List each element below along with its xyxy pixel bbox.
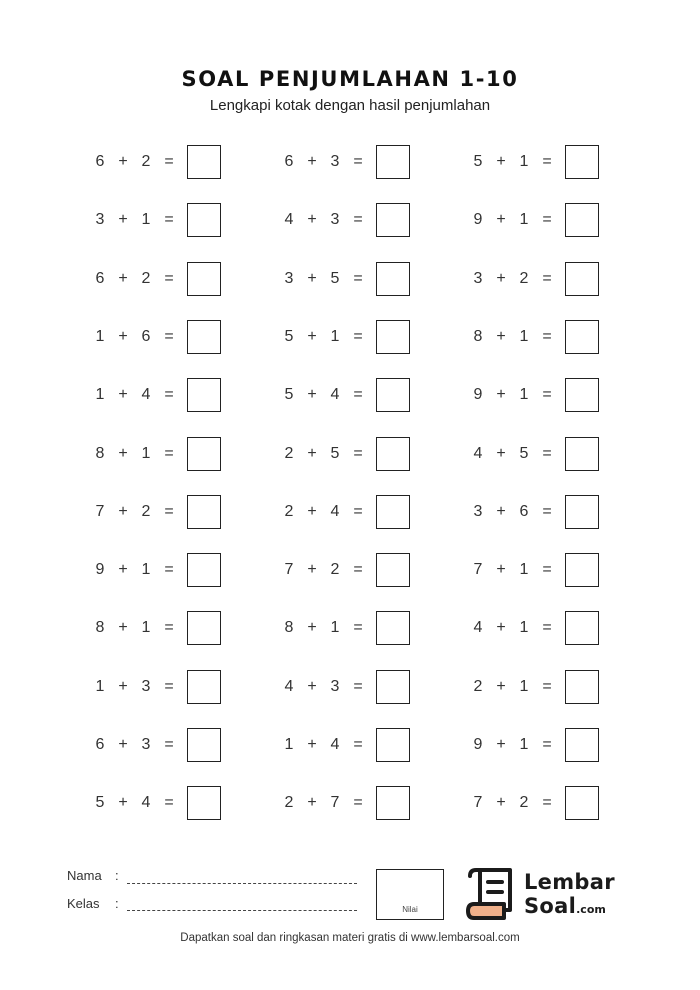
first-operand: 9 [473, 211, 483, 228]
addition-problem [471, 670, 601, 704]
first-operand: 5 [95, 794, 105, 811]
equals-sign: = [542, 561, 552, 578]
equals-sign: = [164, 503, 174, 520]
second-operand: 2 [141, 503, 151, 520]
second-operand: 5 [519, 445, 529, 462]
problem-row [0, 611, 700, 645]
worksheet-title: SOAL PENJUMLAHAN 1-10 [181, 67, 519, 91]
second-operand: 1 [519, 153, 529, 170]
problem-row [0, 262, 700, 296]
second-operand: 2 [330, 561, 340, 578]
answer-box[interactable] [187, 786, 221, 820]
second-operand: 4 [141, 386, 151, 403]
addition-problem [471, 553, 601, 587]
answer-box[interactable] [565, 495, 599, 529]
answer-box[interactable] [565, 145, 599, 179]
equals-sign: = [353, 503, 363, 520]
first-operand: 4 [284, 678, 294, 695]
addition-problem [93, 495, 223, 529]
addition-problem [471, 786, 601, 820]
answer-box[interactable] [376, 553, 410, 587]
first-operand: 5 [284, 386, 294, 403]
equals-sign: = [164, 386, 174, 403]
answer-box[interactable] [376, 203, 410, 237]
addition-problem [93, 262, 223, 296]
second-operand: 5 [330, 270, 340, 287]
answer-box[interactable] [376, 670, 410, 704]
addition-problem [282, 437, 412, 471]
problem-row [0, 145, 700, 179]
answer-box[interactable] [565, 728, 599, 762]
second-operand: 1 [519, 386, 529, 403]
equals-sign: = [542, 736, 552, 753]
equals-sign: = [542, 503, 552, 520]
first-operand: 7 [473, 561, 483, 578]
equals-sign: = [353, 211, 363, 228]
second-operand: 3 [141, 678, 151, 695]
answer-box[interactable] [187, 203, 221, 237]
equals-sign: = [164, 211, 174, 228]
equals-sign: = [542, 794, 552, 811]
second-operand: 1 [519, 211, 529, 228]
equals-sign: = [542, 270, 552, 287]
addition-problem [471, 145, 601, 179]
first-operand: 3 [473, 270, 483, 287]
nilai-box[interactable] [376, 869, 444, 920]
addition-problem [282, 145, 412, 179]
second-operand: 6 [519, 503, 529, 520]
answer-box[interactable] [376, 495, 410, 529]
plus-sign: + [118, 445, 128, 462]
answer-box[interactable] [565, 611, 599, 645]
addition-problem [282, 378, 412, 412]
second-operand: 3 [141, 736, 151, 753]
addition-problem [93, 786, 223, 820]
answer-box[interactable] [565, 786, 599, 820]
second-operand: 3 [330, 678, 340, 695]
plus-sign: + [496, 328, 506, 345]
equals-sign: = [542, 619, 552, 636]
logo-suffix: .com [576, 903, 606, 916]
nama-label: Nama [67, 868, 102, 883]
equals-sign: = [542, 153, 552, 170]
answer-box[interactable] [187, 495, 221, 529]
second-operand: 1 [141, 211, 151, 228]
addition-problem [282, 786, 412, 820]
second-operand: 1 [519, 736, 529, 753]
addition-problem [93, 728, 223, 762]
answer-box[interactable] [187, 670, 221, 704]
addition-problem [471, 495, 601, 529]
second-operand: 5 [330, 445, 340, 462]
plus-sign: + [118, 270, 128, 287]
second-operand: 1 [330, 328, 340, 345]
plus-sign: + [496, 561, 506, 578]
plus-sign: + [496, 386, 506, 403]
equals-sign: = [164, 619, 174, 636]
second-operand: 1 [519, 678, 529, 695]
nama-line[interactable] [127, 883, 357, 884]
addition-problem [93, 145, 223, 179]
equals-sign: = [353, 270, 363, 287]
addition-problem [471, 437, 601, 471]
first-operand: 9 [473, 736, 483, 753]
answer-box[interactable] [376, 378, 410, 412]
plus-sign: + [307, 736, 317, 753]
equals-sign: = [353, 619, 363, 636]
plus-sign: + [307, 211, 317, 228]
plus-sign: + [496, 445, 506, 462]
answer-box[interactable] [376, 145, 410, 179]
first-operand: 6 [284, 153, 294, 170]
plus-sign: + [307, 153, 317, 170]
first-operand: 2 [284, 794, 294, 811]
first-operand: 4 [284, 211, 294, 228]
addition-problem [93, 320, 223, 354]
first-operand: 1 [95, 328, 105, 345]
second-operand: 2 [519, 270, 529, 287]
nama-colon: : [115, 868, 119, 883]
addition-problem [93, 378, 223, 412]
problem-row [0, 670, 700, 704]
plus-sign: + [118, 561, 128, 578]
first-operand: 8 [284, 619, 294, 636]
first-operand: 7 [284, 561, 294, 578]
first-operand: 3 [284, 270, 294, 287]
first-operand: 4 [473, 445, 483, 462]
footer-note: Dapatkan soal dan ringkasan materi gratis di www.lembarsoal.com [180, 932, 520, 944]
answer-box[interactable] [565, 437, 599, 471]
first-operand: 5 [473, 153, 483, 170]
plus-sign: + [118, 386, 128, 403]
first-operand: 3 [473, 503, 483, 520]
equals-sign: = [353, 153, 363, 170]
answer-box[interactable] [187, 553, 221, 587]
answer-box[interactable] [376, 262, 410, 296]
answer-box[interactable] [565, 262, 599, 296]
second-operand: 3 [330, 211, 340, 228]
addition-problem [93, 611, 223, 645]
first-operand: 7 [473, 794, 483, 811]
equals-sign: = [353, 328, 363, 345]
answer-box[interactable] [376, 611, 410, 645]
addition-problem [471, 320, 601, 354]
addition-problem [471, 728, 601, 762]
second-operand: 1 [519, 619, 529, 636]
logo-line1: Lembar [524, 870, 615, 894]
plus-sign: + [496, 619, 506, 636]
answer-box[interactable] [187, 378, 221, 412]
logo-line2-wrap [524, 894, 606, 918]
problem-row [0, 378, 700, 412]
kelas-line[interactable] [127, 910, 357, 911]
equals-sign: = [164, 328, 174, 345]
equals-sign: = [353, 445, 363, 462]
addition-problem [471, 262, 601, 296]
answer-box[interactable] [565, 553, 599, 587]
addition-problem [282, 611, 412, 645]
plus-sign: + [118, 153, 128, 170]
plus-sign: + [496, 736, 506, 753]
first-operand: 3 [95, 211, 105, 228]
second-operand: 7 [330, 794, 340, 811]
plus-sign: + [496, 678, 506, 695]
plus-sign: + [118, 619, 128, 636]
answer-box[interactable] [187, 145, 221, 179]
equals-sign: = [353, 561, 363, 578]
addition-problem [282, 203, 412, 237]
second-operand: 3 [330, 153, 340, 170]
first-operand: 4 [473, 619, 483, 636]
second-operand: 4 [330, 736, 340, 753]
nilai-label: Nilai [402, 905, 418, 914]
addition-problem [282, 320, 412, 354]
plus-sign: + [496, 153, 506, 170]
second-operand: 2 [141, 270, 151, 287]
second-operand: 4 [141, 794, 151, 811]
logo-line2: Soal [524, 894, 577, 918]
plus-sign: + [307, 619, 317, 636]
plus-sign: + [307, 561, 317, 578]
answer-box[interactable] [565, 670, 599, 704]
equals-sign: = [353, 794, 363, 811]
first-operand: 5 [284, 328, 294, 345]
lembarsoal-logo [466, 866, 626, 924]
answer-box[interactable] [376, 786, 410, 820]
second-operand: 4 [330, 386, 340, 403]
document-scroll-icon [466, 866, 518, 924]
addition-problem [93, 437, 223, 471]
equals-sign: = [353, 736, 363, 753]
addition-problem [471, 203, 601, 237]
equals-sign: = [542, 386, 552, 403]
equals-sign: = [164, 270, 174, 287]
first-operand: 1 [95, 386, 105, 403]
equals-sign: = [164, 736, 174, 753]
plus-sign: + [307, 503, 317, 520]
addition-problem [282, 262, 412, 296]
addition-problem [282, 728, 412, 762]
addition-problem [282, 670, 412, 704]
answer-box[interactable] [187, 728, 221, 762]
problem-row [0, 203, 700, 237]
plus-sign: + [118, 794, 128, 811]
addition-problem [282, 495, 412, 529]
second-operand: 1 [141, 561, 151, 578]
equals-sign: = [164, 153, 174, 170]
equals-sign: = [164, 678, 174, 695]
problem-row [0, 553, 700, 587]
second-operand: 6 [141, 328, 151, 345]
equals-sign: = [164, 445, 174, 462]
kelas-label: Kelas [67, 896, 100, 911]
addition-problem [282, 553, 412, 587]
answer-box[interactable] [565, 203, 599, 237]
first-operand: 9 [95, 561, 105, 578]
first-operand: 2 [284, 503, 294, 520]
addition-problem [93, 553, 223, 587]
first-operand: 2 [473, 678, 483, 695]
answer-box[interactable] [376, 728, 410, 762]
answer-box[interactable] [187, 262, 221, 296]
answer-box[interactable] [376, 437, 410, 471]
second-operand: 2 [519, 794, 529, 811]
second-operand: 2 [141, 153, 151, 170]
first-operand: 6 [95, 736, 105, 753]
plus-sign: + [307, 386, 317, 403]
problem-row [0, 437, 700, 471]
first-operand: 7 [95, 503, 105, 520]
second-operand: 1 [141, 619, 151, 636]
equals-sign: = [164, 561, 174, 578]
equals-sign: = [353, 678, 363, 695]
plus-sign: + [118, 503, 128, 520]
first-operand: 9 [473, 386, 483, 403]
equals-sign: = [542, 678, 552, 695]
plus-sign: + [307, 328, 317, 345]
plus-sign: + [307, 445, 317, 462]
plus-sign: + [496, 503, 506, 520]
problem-row [0, 495, 700, 529]
second-operand: 1 [519, 328, 529, 345]
answer-box[interactable] [187, 437, 221, 471]
first-operand: 6 [95, 270, 105, 287]
problem-row [0, 728, 700, 762]
addition-problem [93, 670, 223, 704]
plus-sign: + [496, 270, 506, 287]
addition-problem [471, 611, 601, 645]
plus-sign: + [118, 678, 128, 695]
problem-row [0, 320, 700, 354]
equals-sign: = [353, 386, 363, 403]
first-operand: 8 [473, 328, 483, 345]
plus-sign: + [307, 794, 317, 811]
answer-box[interactable] [565, 320, 599, 354]
plus-sign: + [118, 736, 128, 753]
equals-sign: = [542, 211, 552, 228]
worksheet-subtitle: Lengkapi kotak dengan hasil penjumlahan [209, 97, 491, 114]
second-operand: 1 [519, 561, 529, 578]
first-operand: 1 [284, 736, 294, 753]
first-operand: 1 [95, 678, 105, 695]
equals-sign: = [542, 328, 552, 345]
plus-sign: + [496, 794, 506, 811]
plus-sign: + [307, 270, 317, 287]
equals-sign: = [542, 445, 552, 462]
second-operand: 4 [330, 503, 340, 520]
addition-problem [471, 378, 601, 412]
problem-row [0, 786, 700, 820]
plus-sign: + [118, 211, 128, 228]
answer-box[interactable] [565, 378, 599, 412]
first-operand: 8 [95, 619, 105, 636]
plus-sign: + [496, 211, 506, 228]
second-operand: 1 [330, 619, 340, 636]
first-operand: 6 [95, 153, 105, 170]
answer-box[interactable] [187, 320, 221, 354]
first-operand: 8 [95, 445, 105, 462]
addition-problem [93, 203, 223, 237]
second-operand: 1 [141, 445, 151, 462]
plus-sign: + [307, 678, 317, 695]
plus-sign: + [118, 328, 128, 345]
answer-box[interactable] [376, 320, 410, 354]
answer-box[interactable] [187, 611, 221, 645]
equals-sign: = [164, 794, 174, 811]
first-operand: 2 [284, 445, 294, 462]
kelas-colon: : [115, 896, 119, 911]
